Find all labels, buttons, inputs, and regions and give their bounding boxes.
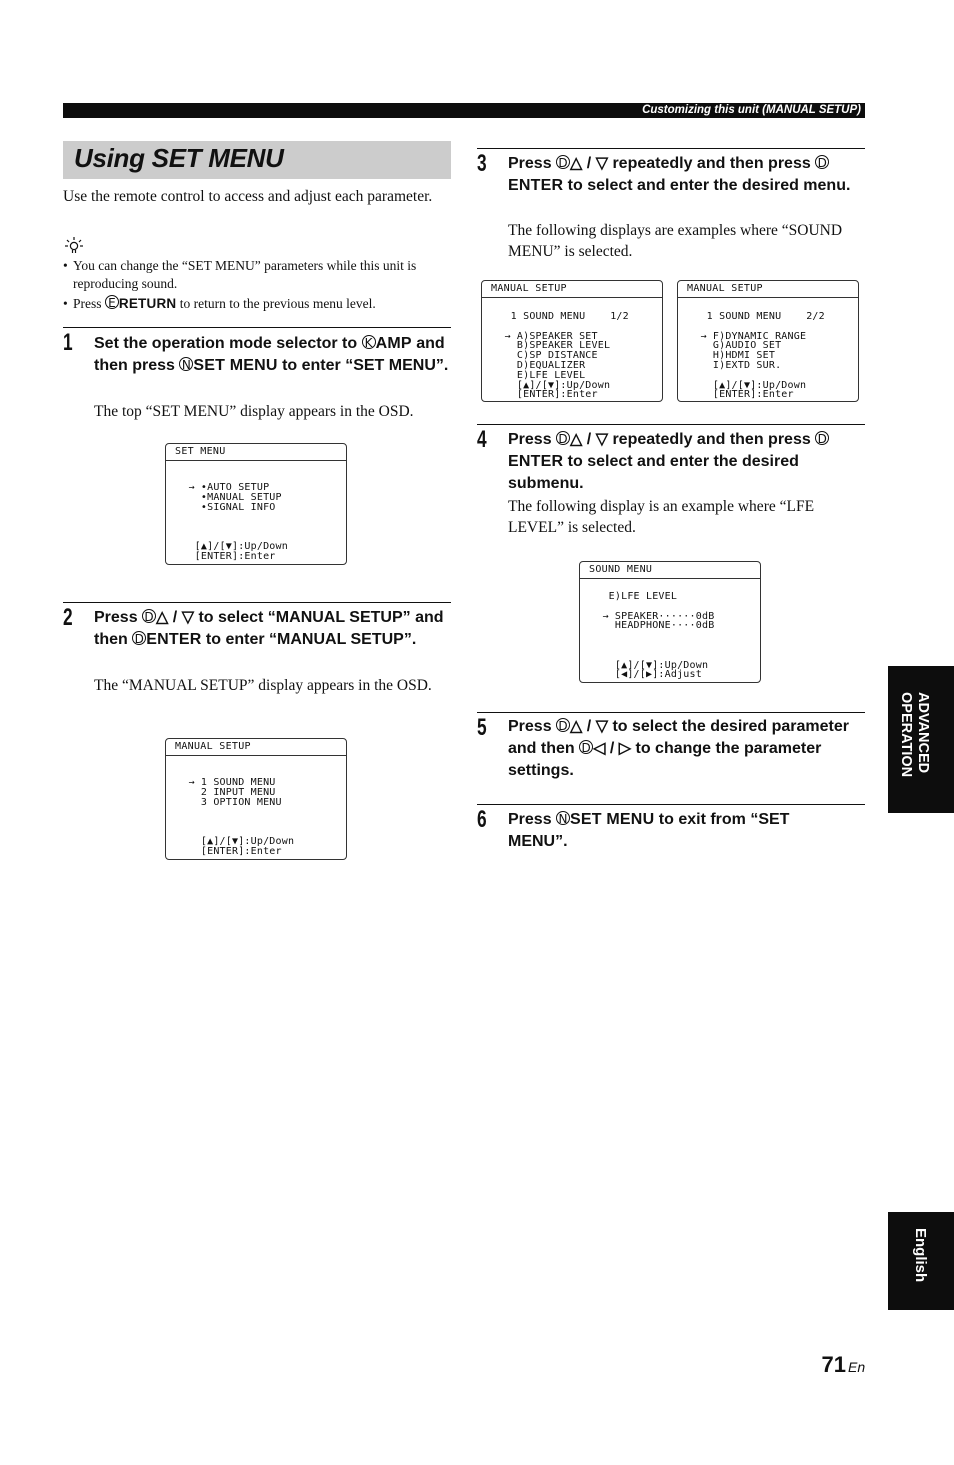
side-tab-label: ADVANCED OPERATION bbox=[898, 692, 931, 778]
step-divider bbox=[477, 148, 865, 149]
step-2-desc: The “MANUAL SETUP” display appears in the OSD. bbox=[94, 677, 432, 694]
step-3-desc: The following displays are examples where “SOUND MENU” is selected. bbox=[508, 222, 843, 260]
side-tab-advanced-operation bbox=[888, 666, 954, 813]
remote-key-n-icon: N bbox=[556, 811, 570, 825]
step-divider bbox=[477, 712, 865, 713]
remote-key-d-icon: D bbox=[556, 431, 570, 445]
remote-key-n-icon: N bbox=[179, 357, 193, 371]
page-language: En bbox=[848, 1359, 866, 1375]
step-4-desc: The following display is an example where “LFE LEVEL” is selected. bbox=[508, 498, 815, 536]
tip-item bbox=[63, 295, 453, 313]
return-key-label: RETURN bbox=[118, 296, 177, 311]
section-title-box bbox=[63, 141, 451, 179]
osd-header: SET MENU bbox=[166, 444, 346, 461]
step-divider bbox=[63, 602, 451, 603]
amp-key-label: AMP bbox=[375, 335, 412, 352]
tip-icon bbox=[64, 236, 84, 254]
step-1-title: Set the operation mode selector to K AMP and then press N SET MENU to enter “SET MENU”. bbox=[94, 335, 449, 374]
cursor-left-right-icon: ◁ / ▷ bbox=[593, 740, 632, 757]
section-title: Using SET MENU bbox=[74, 143, 284, 173]
set-menu-key-label: SET MENU bbox=[570, 811, 655, 828]
bullet: • bbox=[63, 296, 68, 311]
enter-key-label: ENTER bbox=[146, 631, 202, 648]
tip-text-pre: Press bbox=[73, 296, 105, 311]
osd-header: MANUAL SETUP bbox=[678, 281, 858, 298]
tip-item bbox=[63, 257, 453, 293]
tip-text-post: to return to the previous menu level. bbox=[176, 296, 376, 311]
remote-key-e-icon: E bbox=[105, 295, 119, 309]
cursor-up-down-icon: △ / ▽ bbox=[570, 431, 608, 448]
osd-lines: → •AUTO SETUP •MANUAL SETUP •SIGNAL INFO [▲]/[▼]:Up/Down [ENTER]:Enter bbox=[176, 482, 288, 562]
step-3-title: Press D △ / ▽ repeatedly and then press DENTER to select and enter the desired menu. bbox=[508, 155, 851, 194]
remote-key-k-icon: K bbox=[362, 335, 376, 349]
osd-set-menu bbox=[165, 443, 347, 565]
osd-lines: 1 SOUND MENU 1/2 → A)SPEAKER SET B)SPEAKER LEVEL C)SP DISTANCE D)EQUALIZER E)LFE LEVEL [▲]/[▼]:Up/Down [ENTER]:Enter bbox=[492, 311, 629, 401]
step-number: 1 bbox=[63, 329, 73, 356]
osd-header: MANUAL SETUP bbox=[166, 739, 346, 756]
cursor-up-down-icon: △ / ▽ bbox=[570, 155, 608, 172]
running-header-bar bbox=[63, 103, 865, 118]
step-4-title: Press D △ / ▽ repeatedly and then press DENTER to select and enter the desired submenu. bbox=[508, 429, 864, 495]
step-number: 5 bbox=[477, 714, 487, 741]
remote-key-d-icon: D bbox=[815, 431, 829, 445]
cursor-up-down-icon: △ / ▽ bbox=[156, 609, 194, 626]
osd-sound-menu-page-2 bbox=[677, 280, 859, 402]
page-number: 71 bbox=[821, 1352, 846, 1377]
osd-lfe-level bbox=[579, 561, 761, 683]
side-tab-label: English bbox=[912, 1228, 929, 1283]
step-number: 2 bbox=[63, 604, 73, 631]
remote-key-d-icon: D bbox=[132, 631, 146, 645]
osd-header: MANUAL SETUP bbox=[482, 281, 662, 298]
intro-paragraph: Use the remote control to access and adjust each parameter. bbox=[63, 188, 433, 205]
step-number: 6 bbox=[477, 806, 487, 833]
cursor-up-down-icon: △ / ▽ bbox=[570, 718, 608, 735]
enter-key-label: ENTER bbox=[508, 177, 564, 194]
step-2-title: Press D △ / ▽ to select “MANUAL SETUP” and then D ENTER to enter “MANUAL SETUP”. bbox=[94, 609, 444, 648]
tip-text: You can change the “SET MENU” parameters while this unit is reproducing sound. bbox=[73, 258, 417, 291]
side-tab-english bbox=[888, 1212, 954, 1310]
step-6-title: Press N SET MENU to exit from “SET MENU”. bbox=[508, 811, 790, 850]
osd-lines: E)LFE LEVEL → SPEAKER······0dB HEADPHONE····0dB [▲]/[▼]:Up/Down [◀]/[▶]:Adjust bbox=[590, 591, 715, 681]
step-divider bbox=[63, 327, 451, 328]
remote-key-d-icon: D bbox=[556, 155, 570, 169]
step-divider bbox=[477, 424, 865, 425]
osd-header: SOUND MENU bbox=[580, 562, 760, 579]
step-number: 3 bbox=[477, 150, 487, 177]
step-number: 4 bbox=[477, 426, 487, 453]
osd-lines: 1 SOUND MENU 2/2 → F)DYNAMIC RANGE G)AUDIO SET H)HDMI SET I)EXTD SUR. [▲]/[▼]:Up/Down [ENTER]:Enter bbox=[688, 311, 825, 401]
bullet: • bbox=[63, 258, 68, 273]
step-1-desc: The top “SET MENU” display appears in the OSD. bbox=[94, 403, 414, 420]
remote-key-d-icon: D bbox=[579, 740, 593, 754]
step-5-title: Press D △ / ▽ to select the desired parameter and then D ◁ / ▷ to change the parameter settings. bbox=[508, 718, 849, 779]
step-divider bbox=[477, 804, 865, 805]
running-header-text: Customizing this unit (MANUAL SETUP) bbox=[642, 104, 861, 116]
remote-key-d-icon: D bbox=[142, 609, 156, 623]
osd-manual-setup bbox=[165, 738, 347, 860]
osd-lines: → 1 SOUND MENU 2 INPUT MENU 3 OPTION MENU [▲]/[▼]:Up/Down [ENTER]:Enter bbox=[176, 777, 295, 857]
set-menu-key-label: SET MENU bbox=[193, 357, 278, 374]
remote-key-d-icon: D bbox=[556, 718, 570, 732]
osd-sound-menu-page-1 bbox=[481, 280, 663, 402]
enter-key-label: ENTER bbox=[508, 453, 564, 470]
remote-key-d-icon: D bbox=[815, 155, 829, 169]
